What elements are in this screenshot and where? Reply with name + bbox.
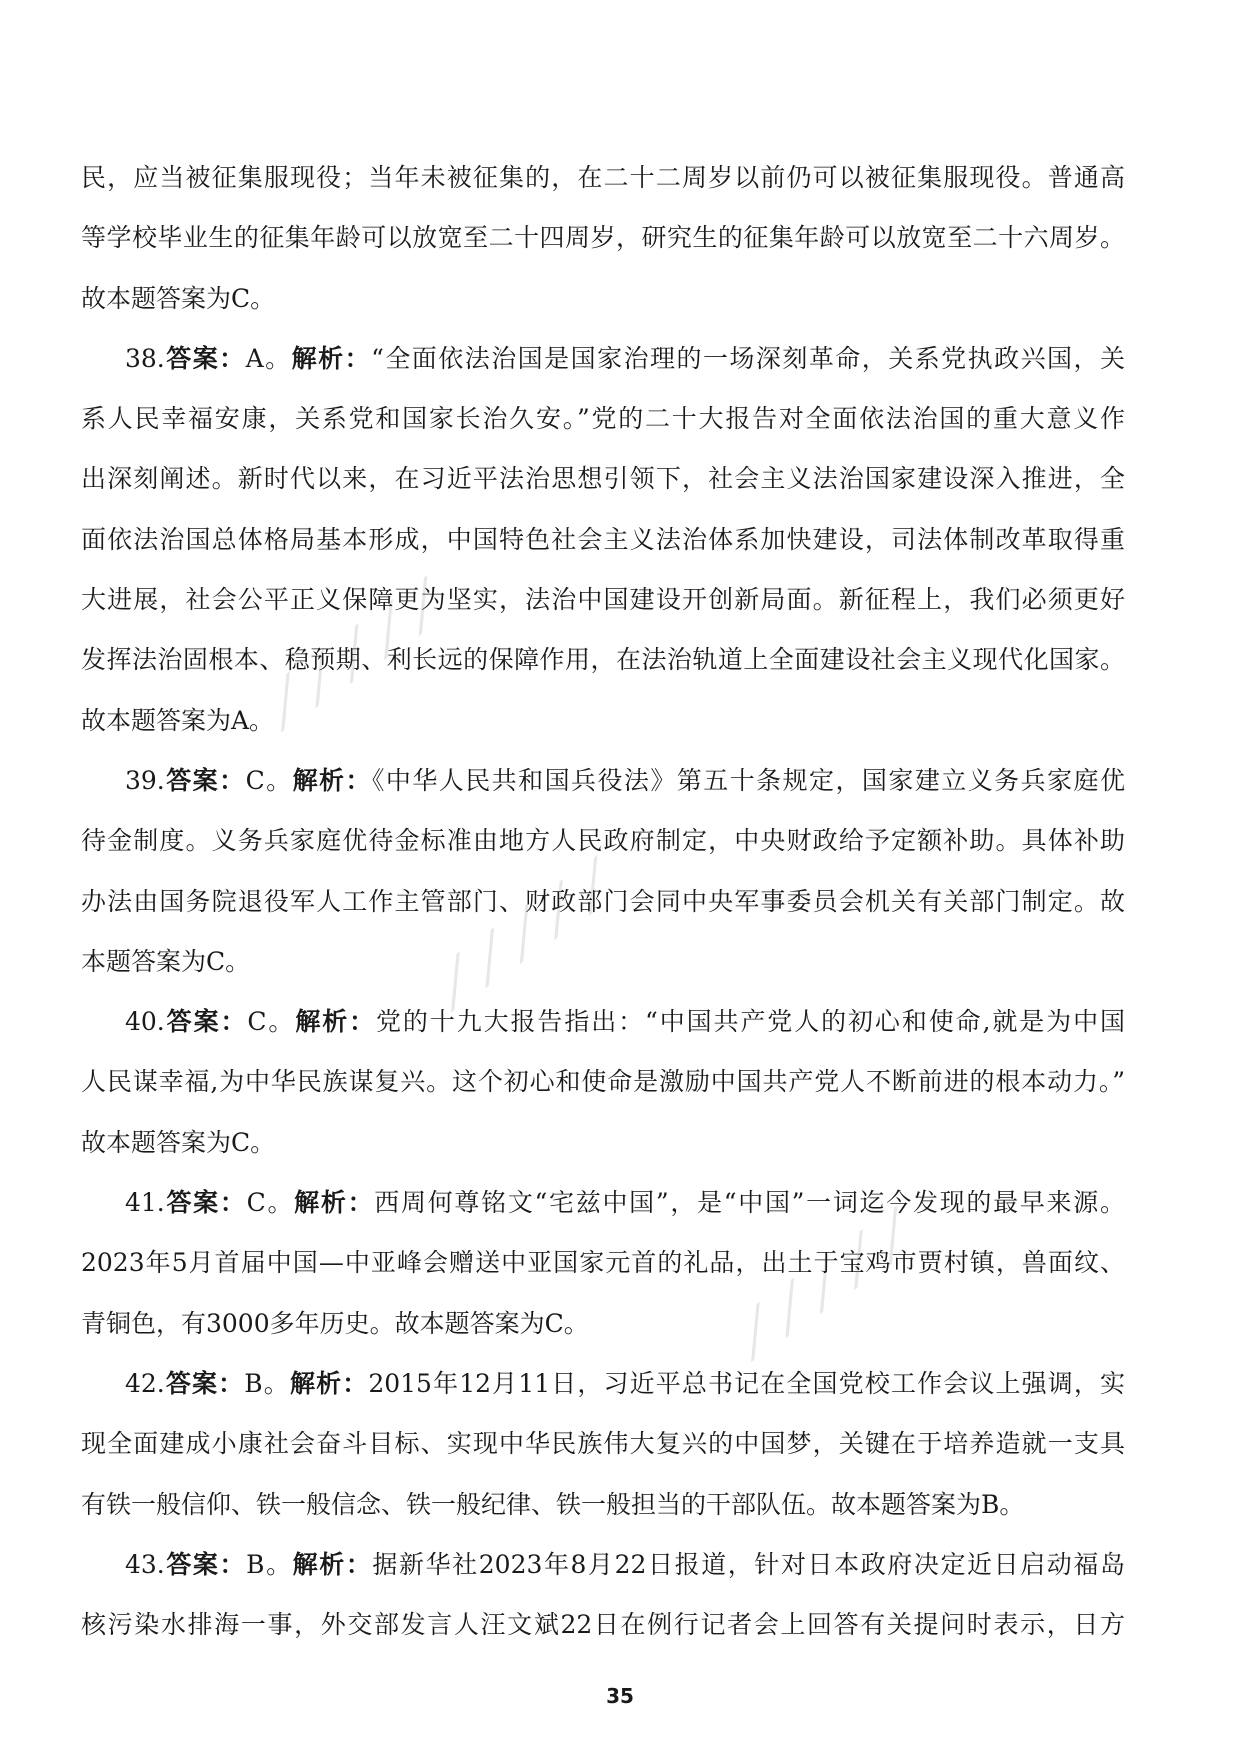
analysis-label: 解析： xyxy=(295,1007,377,1037)
text-line: 故本题答案为C。 xyxy=(81,1127,276,1157)
text-line: 2023年5月首届中国—中亚峰会赠送中亚国家元首的礼品，出土于宝鸡市贾村镇，兽面纹、 xyxy=(81,1248,1125,1278)
answer-label: 答案： xyxy=(164,1188,247,1218)
answer-item xyxy=(81,992,1125,1173)
answer-first-line xyxy=(81,1354,1125,1414)
document-body xyxy=(81,148,1125,1655)
question-number: 41. xyxy=(125,1188,165,1218)
answer-value: B。 xyxy=(244,1368,290,1398)
text-line: 核污染水排海一事，外交部发言人汪文斌22日在例行记者会上回答有关提问时表示，日方 xyxy=(81,1610,1125,1640)
answer-item xyxy=(81,329,1125,751)
analysis-text: 党的十九大报告指出：“中国共产党人的初心和使命,就是为中国 xyxy=(376,1007,1125,1037)
answer-first-line xyxy=(81,751,1125,811)
answer-item xyxy=(81,1354,1125,1535)
answer-item xyxy=(81,751,1125,992)
analysis-label: 解析： xyxy=(291,343,372,373)
answer-first-line xyxy=(81,992,1125,1052)
analysis-text: 《中华人民共和国兵役法》第五十条规定，国家建立义务兵家庭优 xyxy=(371,765,1125,795)
text-line: 有铁一般信仰、铁一般信念、铁一般纪律、铁一般担当的干部队伍。故本题答案为B。 xyxy=(81,1489,1025,1519)
question-number: 38. xyxy=(125,343,165,373)
text-line: 系人民幸福安康，关系党和国家长治久安。”党的二十大报告对全面依法治国的重大意义作 xyxy=(81,404,1125,434)
text-line: 大进展，社会公平正义保障更为坚实，法治中国建设开创新局面。新征程上，我们必须更好 xyxy=(81,585,1125,615)
answer-value: A。 xyxy=(245,343,292,373)
answer-label: 答案： xyxy=(164,1368,245,1398)
text-line: 人民谋幸福,为中华民族谋复兴。这个初心和使命是激励中国共产党人不断前进的根本动力。” xyxy=(81,1067,1125,1097)
question-number: 42. xyxy=(125,1368,165,1398)
analysis-label: 解析： xyxy=(292,765,372,795)
text-line: 故本题答案为C。 xyxy=(81,283,276,313)
answer-value: C。 xyxy=(247,1007,296,1037)
answer-label: 答案： xyxy=(164,1007,248,1037)
answer-first-line xyxy=(81,329,1125,389)
text-line: 面依法治国总体格局基本形成，中国特色社会主义法治体系加快建设，司法体制改革取得重 xyxy=(81,524,1125,554)
answer-value: B。 xyxy=(246,1549,293,1579)
text-line: 待金制度。义务兵家庭优待金标准由地方人民政府制定，中央财政给予定额补助。具体补助 xyxy=(81,826,1125,856)
text-line: 现全面建成小康社会奋斗目标、实现中华民族伟大复兴的中国梦，关键在于培养造就一支具 xyxy=(81,1429,1125,1459)
question-number: 39. xyxy=(125,765,165,795)
watermark: ⟋⟋⟋⟋⟋ xyxy=(718,1196,932,1374)
text-line: 故本题答案为A。 xyxy=(81,705,275,735)
question-number: 43. xyxy=(125,1549,165,1579)
answer-first-line xyxy=(81,1173,1125,1233)
analysis-label: 解析： xyxy=(289,1368,369,1398)
answer-label: 答案： xyxy=(164,343,246,373)
text-line: 出深刻阐述。新时代以来，在习近平法治思想引领下，社会主义法治国家建设深入推进，全 xyxy=(81,464,1125,494)
text-line: 民，应当被征集服现役；当年未被征集的，在二十二周岁以前仍可以被征集服现役。普通高 xyxy=(81,163,1125,192)
analysis-text: 西周何尊铭文“宅兹中国”，是“中国”一词迄今发现的最早来源。 xyxy=(374,1188,1125,1218)
analysis-text: “全面依法治国是国家治理的一场深刻革命，关系党执政兴国，关 xyxy=(371,343,1125,373)
question-number: 40. xyxy=(125,1007,165,1037)
watermark: ⟋⟋⟋⟋⟋ xyxy=(418,846,632,1024)
text-line: 青铜色，有3000多年历史。故本题答案为C。 xyxy=(81,1308,589,1338)
answer-label: 答案： xyxy=(164,765,246,795)
text-line: 发挥法治固根本、稳预期、利长远的保障作用，在法治轨道上全面建设社会主义现代化国家。 xyxy=(81,645,1125,675)
answer-label: 答案： xyxy=(164,1549,247,1579)
text-line: 办法由国务院退役军人工作主管部门、财政部门会同中央军事委员会机关有关部门制定。故 xyxy=(81,886,1125,916)
answer-item xyxy=(81,1173,1125,1354)
text-line: 等学校毕业生的征集年龄可以放宽至二十四周岁，研究生的征集年龄可以放宽至二十六周岁。 xyxy=(81,223,1125,253)
answer-first-line xyxy=(81,1535,1125,1595)
text-line: 本题答案为C。 xyxy=(81,946,251,976)
analysis-label: 解析： xyxy=(292,1549,373,1579)
page-number: 35 xyxy=(606,1684,634,1708)
answer-item xyxy=(81,1535,1125,1656)
watermark: ⟋⟋⟋⟋⟋ xyxy=(248,566,462,744)
analysis-text: 2015年12月11日，习近平总书记在全国党校工作会议上强调，实 xyxy=(368,1368,1125,1398)
analysis-label: 解析： xyxy=(294,1188,375,1218)
answer-value: C。 xyxy=(245,765,293,795)
answer-value: C。 xyxy=(246,1188,295,1218)
analysis-text: 据新华社2023年8月22日报道，针对日本政府决定近日启动福岛 xyxy=(372,1549,1125,1579)
